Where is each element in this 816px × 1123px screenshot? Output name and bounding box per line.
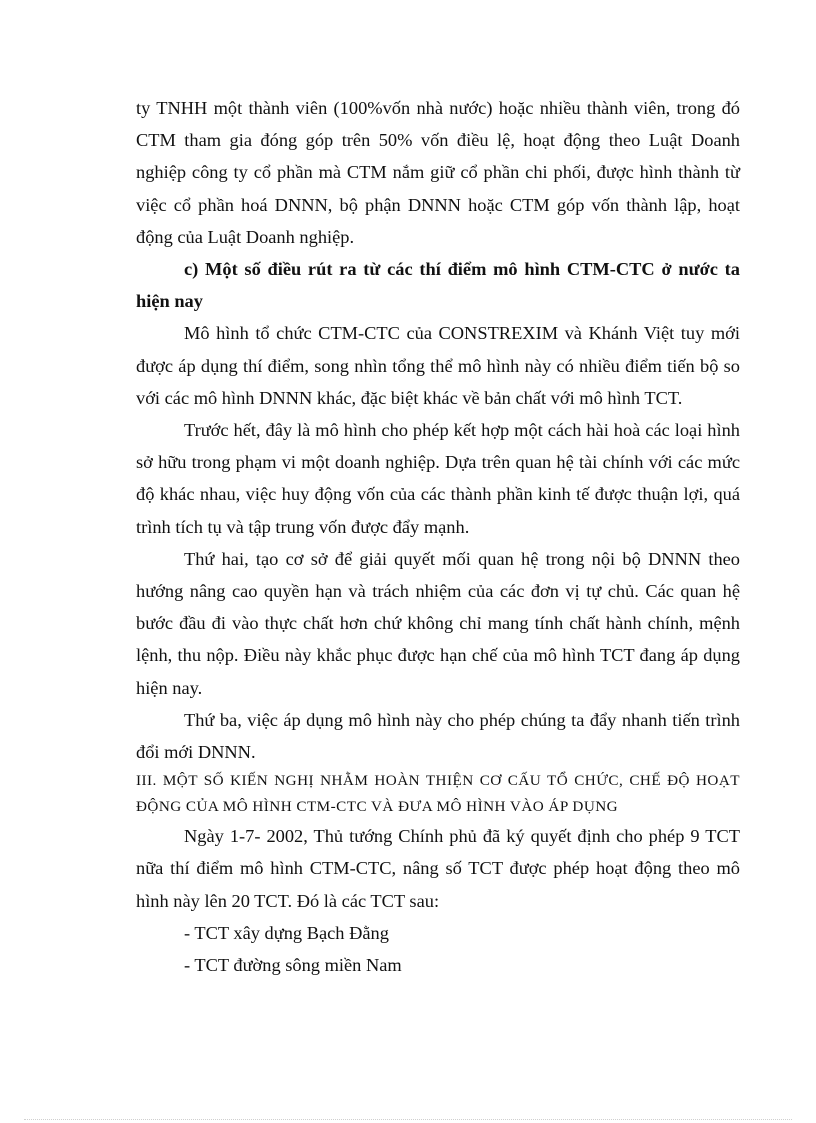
paragraph-continuation: ty TNHH một thành viên (100%vốn nhà nước) hoặc nhiều thành viên, trong đó CTM tham gia đóng góp trên 50% vốn điều lệ, hoạt động theo Luật Doanh nghiệp công ty cổ phần mà CTM nắm giữ cổ phần chi phối, được hình thành từ việc cổ phần hoá DNNN, bộ phận DNNN hoặc CTM góp vốn thành lập, hoạt động của Luật Doanh nghiệp. [136, 98, 740, 247]
document-page [136, 92, 740, 981]
subsection-heading: c) Một số điều rút ra từ các thí điểm mô hình CTM-CTC ở nước ta hiện nay [136, 259, 740, 312]
list-item: - TCT xây dựng Bạch Đằng [184, 922, 389, 943]
paragraph-decision: Ngày 1-7- 2002, Thủ tướng Chính phủ đã ký quyết định cho phép 9 TCT nữa thí điểm mô hình CTM-CTC, nâng số TCT được phép hoạt động theo mô hình này lên 20 TCT. Đó là các TCT sau: [136, 826, 740, 911]
paragraph-third-point: Thứ ba, việc áp dụng mô hình này cho phép chúng ta đẩy nhanh tiến trình đổi mới DNNN. [136, 709, 740, 763]
list-item: - TCT đường sông miền Nam [184, 955, 402, 976]
paragraph-model-overview: Mô hình tổ chức CTM-CTC của CONSTREXIM và Khánh Việt tuy mới được áp dụng thí điểm, song nhìn tổng thể mô hình này có nhiều điểm tiến bộ so với các mô hình DNNN khác, đặc biệt khác về bản chất với mô hình TCT. [136, 323, 740, 408]
section-heading: III. MỘT SỐ KIẾN NGHỊ NHẰM HOÀN THIỆN CƠ CẤU TỔ CHỨC, CHẾ ĐỘ HOẠT ĐỘNG CỦA MÔ HÌNH CTM-CTC VÀ ĐƯA MÔ HÌNH VÀO ÁP DỤNG [136, 772, 740, 816]
paragraph-second-point: Thứ hai, tạo cơ sở để giải quyết mối quan hệ trong nội bộ DNNN theo hướng nâng cao quyền hạn và trách nhiệm của các đơn vị tự chủ. Các quan hệ bước đầu đi vào thực chất hơn chứ không chỉ mang tính chất hành chính, mệnh lệnh, thu nộp. Điều này khắc phục được hạn chế của mô hình TCT đang áp dụng hiện nay. [136, 548, 740, 698]
page-bottom-divider [24, 1119, 792, 1120]
paragraph-first-point: Trước hết, đây là mô hình cho phép kết hợp một cách hài hoà các loại hình sở hữu trong phạm vi một doanh nghiệp. Dựa trên quan hệ tài chính với các mức độ khác nhau, việc huy động vốn của các thành phần kinh tế được thuận lợi, quá trình tích tụ và tập trung vốn được đẩy mạnh. [136, 420, 740, 537]
